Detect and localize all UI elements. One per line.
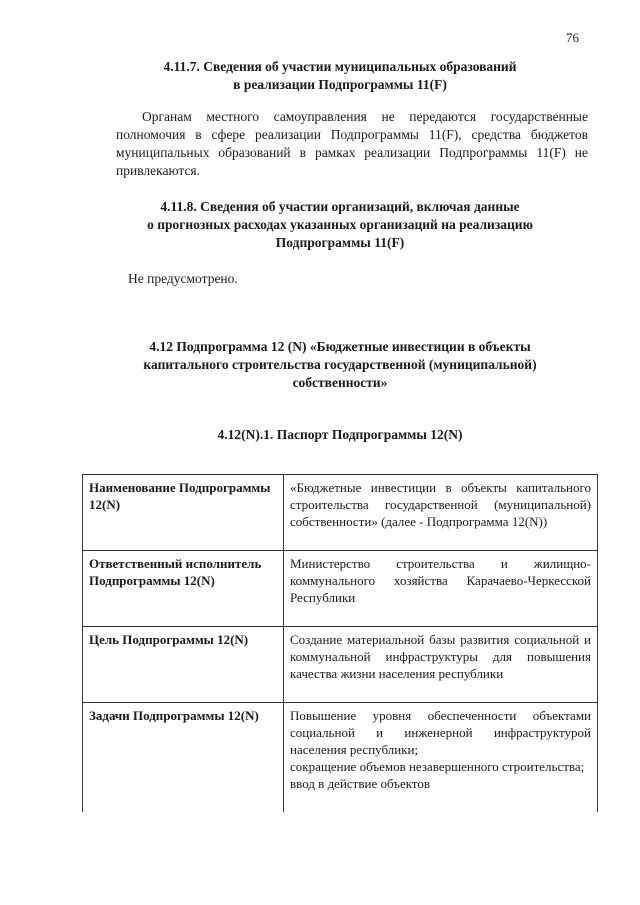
table-row-value [284,551,598,627]
table-row-value [284,627,598,703]
table-row [83,475,598,551]
heading-4-11-7 [80,58,600,94]
table-row [83,703,598,813]
heading-4-12-line1: 4.12 Подпрограмма 12 (N) «Бюджетные инвестиции в объекты [149,339,531,354]
table-row-label: Ответственный исполнитель Подпрограммы 12(N) [83,551,284,627]
heading-4-11-7-line2: в реализации Подпрограммы 11(F) [233,77,447,92]
table-row-label: Задачи Подпрограммы 12(N) [83,703,284,813]
paragraph-4-11-7-text: Органам местного самоуправления не передаются государственные полномочия в сфере реализации Подпрограммы 11(F), средства бюджетов муниципальных образований в рамках реализации Подпрограммы 11(F) не привлекаются. [116,109,588,178]
heading-4-12-1: 4.12(N).1. Паспорт Подпрограммы 12(N) [217,427,463,442]
table-row-value [284,475,598,551]
table-row-value-line: Создание материальной базы развития социальной и коммунальной инфраструктуры для повышения качества жизни населения республики [290,632,591,681]
table-row-value-line: «Бюджетные инвестиции в объекты капитального строительства государственной (муниципальной) собственности» (далее - Подпрограмма 12(N)) [290,480,591,529]
heading-4-12 [80,338,600,392]
passport-table [82,474,598,812]
heading-4-12-line3: собственности» [292,375,388,390]
table-row-label: Цель Подпрограммы 12(N) [83,627,284,703]
heading-4-11-8 [80,198,600,252]
table-row-label: Наименование Подпрограммы 12(N) [83,475,284,551]
table-row-value [284,703,598,813]
paragraph-4-11-8: Не предусмотрено. [128,271,238,286]
heading-4-11-7-line1: 4.11.7. Сведения об участии муниципальных образований [163,59,517,74]
table-row-value-line: ввод в действие объектов [290,776,431,791]
table-row-value-line: Министерство строительства и жилищно-коммунального хозяйства Карачаево-Черкесской Республики [290,556,591,605]
table-row [83,627,598,703]
table-row-value-line: Повышение уровня обеспеченности объектами социальной и инженерной инфраструктурой населения республики; [290,708,591,757]
page-number: 76 [566,30,579,45]
paragraph-4-11-7 [116,108,588,180]
heading-4-11-8-line3: Подпрограммы 11(F) [275,235,405,250]
heading-4-12-line2: капитального строительства государственной (муниципальной) [143,357,537,372]
heading-4-11-8-line2: о прогнозных расходах указанных организаций на реализацию [147,217,533,232]
heading-4-11-8-line1: 4.11.8. Сведения об участии организаций, включая данные [160,199,520,214]
table-row [83,551,598,627]
table-row-value-line: сокращение объемов незавершенного строительства; [290,759,585,774]
